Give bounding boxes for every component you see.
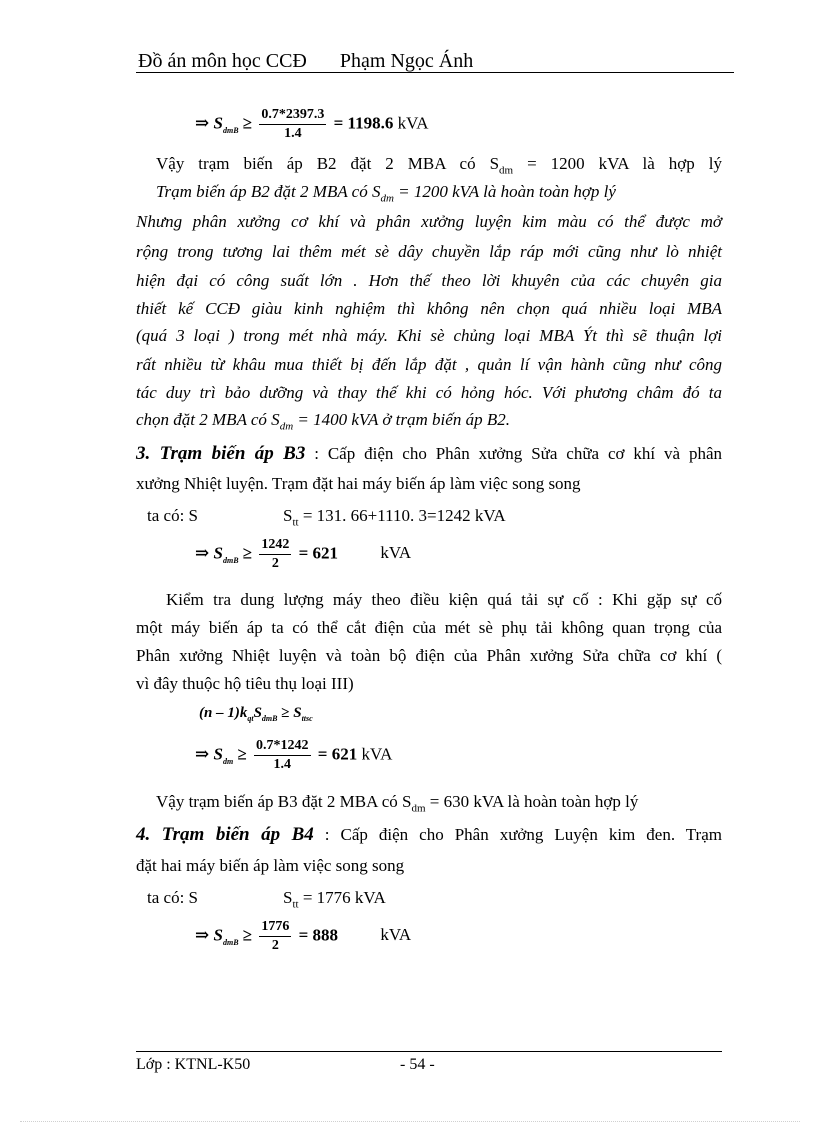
b3-stt: $S_{tt} = 131$. 66+1110. 3=1242 kVA xyxy=(283,506,506,529)
b4-heading-line: 4. Trạm biến áp B4 : Cấp điện cho Phân xưởng Luyện kim đen. Trạm xyxy=(136,824,722,845)
page-header xyxy=(138,50,473,73)
page-bottom-border xyxy=(20,1121,800,1122)
b2-para-line: tác duy trì bảo dưỡng và thay thế khi có hỏng hóc. Với phương châm đó ta xyxy=(136,383,722,402)
equation-sdmb-b3: ⇒ $S_{dmB}$ ≥ $\frac{1242}{2}$ = 621 kVA xyxy=(195,537,412,571)
page-number: - 54 - xyxy=(400,1056,435,1073)
b4-taco: ta có: S xyxy=(147,888,198,907)
header-author: Phạm Ngọc Ánh xyxy=(339,50,474,72)
b2-conclusion-italic: Trạm biến áp B2 đặt 2 MBA có $S_{dm} = 1200$ kVA là hoàn toàn hợp lý xyxy=(156,182,616,205)
b3-heading-line: 3. Trạm biến áp B3 : Cấp điện cho Phân xưởng Sửa chữa cơ khí và phân xyxy=(136,443,723,464)
b3-check-line: Kiểm tra dung lượng máy theo điều kiện quá tải sự cố : Khi gặp sự cố xyxy=(166,590,722,609)
b3-heading: 3. Trạm biến áp B3 xyxy=(136,443,306,464)
fraction: $\frac{0.7*1242}{1.4}$ xyxy=(256,738,309,772)
implies-symbol: ⇒ xyxy=(195,113,210,133)
b2-para-line: (quá 3 loại ) trong mét nhà máy. Khi sè chủng loại MBA Ýt thì sẽ thuận lợi xyxy=(136,326,722,345)
b4-heading: 4. Trạm biến áp B4 xyxy=(136,824,314,845)
b2-para-line: Nhưng phân xưởng cơ khí và phân xưởng luyện kim màu có thể được mở xyxy=(136,212,722,231)
b3-check-line: một máy biến áp ta có thể cắt điện của mét sè phụ tải không quan trọng của xyxy=(136,618,722,637)
b4-intro: đặt hai máy biến áp làm việc song song xyxy=(136,856,405,875)
b2-para-line: rộng trong tương lai thêm mét sè dây chuyền lắp ráp mới cũng như lò nhiệt xyxy=(136,242,722,261)
fraction: $\frac{1242}{2}$ xyxy=(261,537,290,571)
b2-para-line: rất nhiều từ khâu mua thiết bị đến lắp đặt , quản lí vận hành cũng như công xyxy=(136,355,722,374)
b4-stt: $S_{tt} = 1776$ kVA xyxy=(283,888,386,911)
footer-rule xyxy=(136,1051,722,1052)
b3-check-line: Phân xưởng Nhiệt luyện và toàn bộ điện của Phân xưởng Sửa chữa cơ khí ( xyxy=(136,646,722,665)
b3-check-line: vì đây thuộc hộ tiêu thụ loại III) xyxy=(136,674,354,693)
b2-para-last-line: chọn đặt 2 MBA có $S_{dm} = 1400$ kVA ở trạm biến áp B2. xyxy=(136,410,510,433)
overload-condition: $(n - 1)k_{qt}S_{dmB} \ge S_{ttsc}$ xyxy=(199,705,313,723)
b3-intro: xưởng Nhiệt luyện. Trạm đặt hai máy biến áp làm việc song song xyxy=(136,474,581,493)
b2-para-line: hiện đại có công suất lớn . Hơn thế theo lời khuyên của các chuyên gia xyxy=(136,271,722,290)
b2-para-line: thiết kế CCĐ giàu kinh nghiệm thì không nên chọn quá nhiều loại MBA xyxy=(136,299,722,318)
b3-conclusion: Vậy trạm biến áp B3 đặt 2 MBA có $S_{dm} = 630$ kVA là hoàn toàn hợp lý xyxy=(156,792,639,815)
equation-sdm-b3: ⇒ $S_{dm}$ ≥ $\frac{0.7*1242}{1.4}$ = 621 kVA xyxy=(195,738,393,772)
fraction: $\frac{0.7*2397.3}{1.4}$ xyxy=(261,107,325,141)
equation-sdmb-b2: ⇒ $S_{dmB}$ ≥ $\frac{0.7*2397.3}{1.4}$ = 1198.6 kVA xyxy=(195,107,429,141)
footer-class: Lớp : KTNL-K50 xyxy=(136,1056,251,1073)
equation-sdmb-b4: ⇒ $S_{dmB}$ ≥ $\frac{1776}{2}$ = 888 kVA xyxy=(195,919,412,953)
fraction: $\frac{1776}{2}$ xyxy=(261,919,290,953)
b3-taco: ta có: S xyxy=(147,506,198,525)
header-title: Đồ án môn học CCĐ xyxy=(138,50,307,72)
header-rule xyxy=(136,72,734,73)
b2-conclusion: Vậy trạm biến áp B2 đặt 2 MBA có $S_{dm} = 1200$ kVA là hợp lý xyxy=(156,154,722,177)
